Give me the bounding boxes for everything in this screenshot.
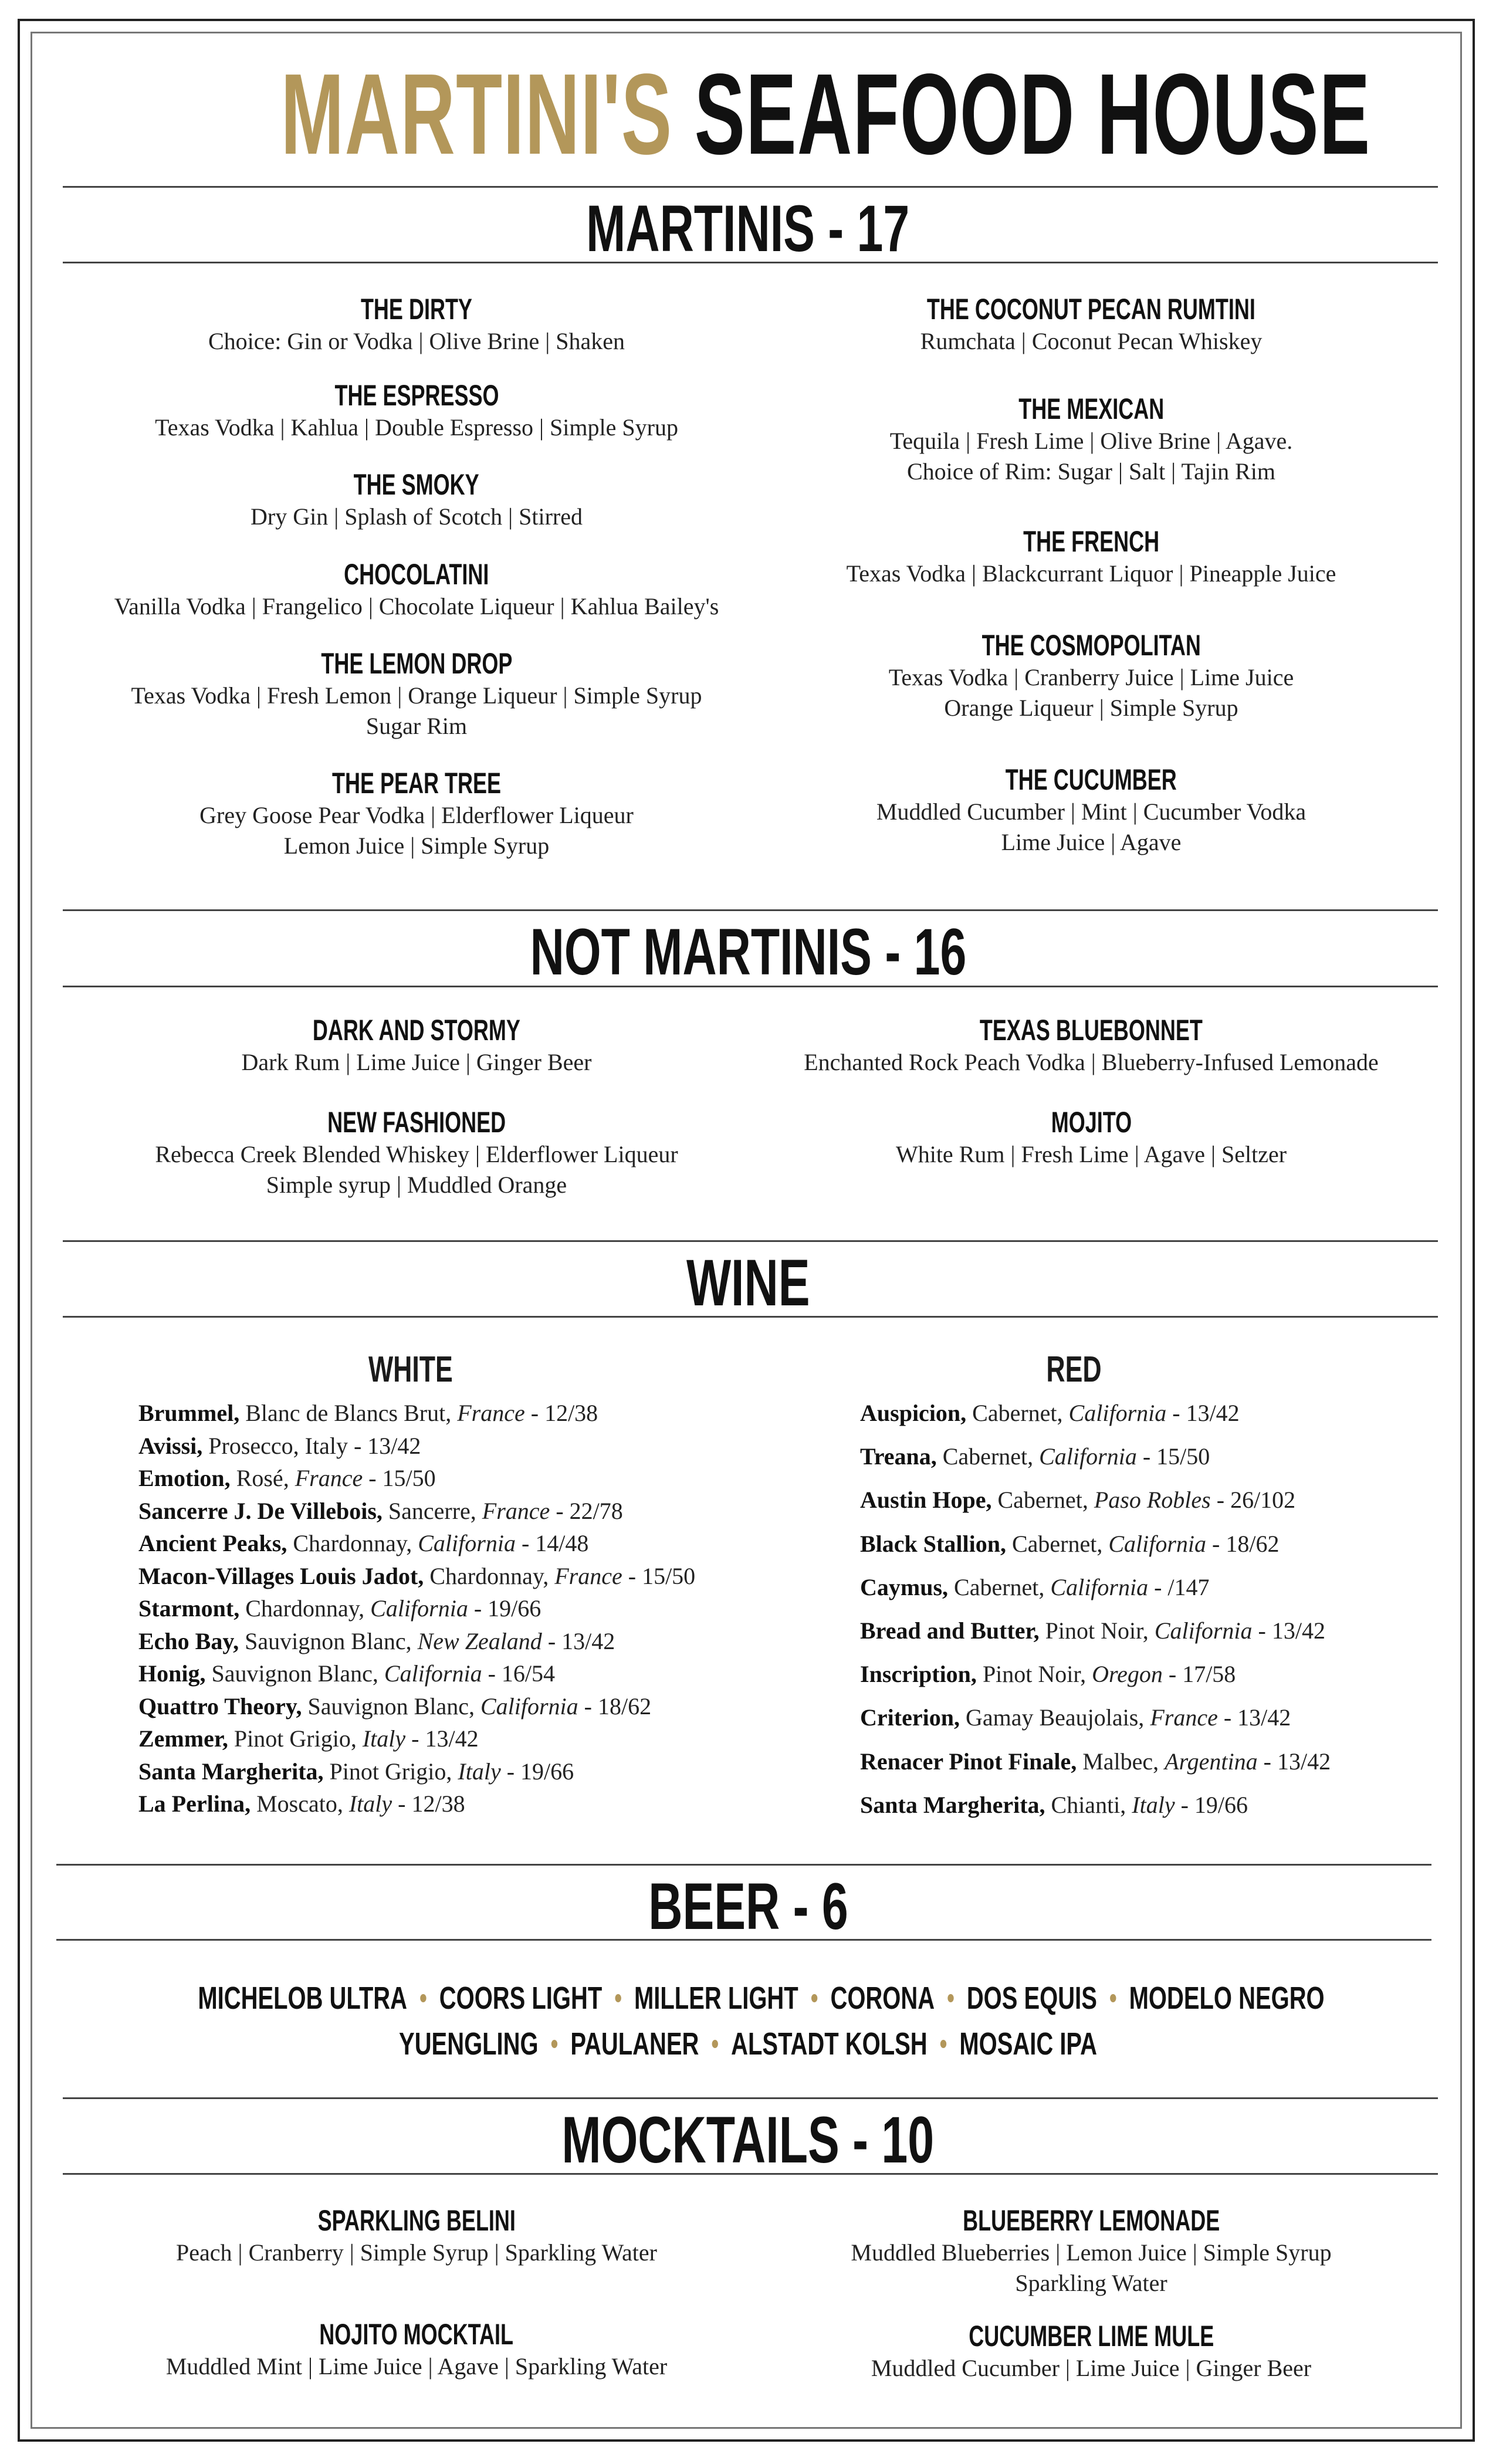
wine-region: France [482,1497,550,1524]
title-gold: MARTINI'S [280,50,673,178]
drink-item [733,763,1449,858]
title-black: SEAFOOD HOUSE [694,50,1371,178]
wine-row [138,1464,436,1492]
wine-row [860,1530,1279,1558]
bullet-dot-icon [947,1994,953,2002]
wine-price: - 17/58 [1162,1661,1236,1688]
divider [56,1939,1431,1941]
wine-row [138,1725,479,1752]
wine-price: - 12/38 [392,1791,465,1817]
wine-row [138,1432,421,1460]
wine-producer: Treana, [860,1443,937,1470]
wine-row [860,1617,1325,1644]
wine-row [138,1595,541,1622]
wine-region: California [1050,1573,1149,1600]
drink-ingredients: Muddled Blueberries | Lemon Juice | Simple Syrup [851,2239,1332,2266]
wine-row [138,1790,465,1817]
wine-detail: Cabernet, [966,1400,1069,1426]
bullet-dot-icon [712,2040,718,2048]
wine-producer: Renacer Pinot Finale, [860,1748,1077,1775]
wine-producer: Austin Hope, [860,1487,992,1514]
divider [63,1240,1438,1242]
wine-producer: Sancerre J. De Villebois, [138,1497,383,1524]
divider [63,2097,1438,2099]
bullet-dot-icon [811,1994,817,2002]
wine-producer: Echo Bay, [138,1627,239,1654]
wine-producer: Santa Margherita, [860,1791,1045,1818]
wine-region: California [370,1595,468,1622]
wine-producer: Santa Margherita, [138,1758,324,1785]
drink-name: THE CUCUMBER [1005,763,1177,796]
wine-detail: Chardonnay, [239,1595,371,1622]
wine-row [860,1573,1210,1601]
beer-row-1 [0,1980,1496,2016]
wine-detail: Sauvignon Blanc, [302,1693,480,1720]
wine-price: - 22/78 [550,1497,623,1524]
wine-detail: Cabernet, [1006,1530,1109,1557]
wine-region: California [1108,1530,1207,1557]
beer-name: PAULANER [570,2026,699,2062]
drink-ingredients: Grey Goose Pear Vodka | Elderflower Liqueur [199,802,634,828]
wine-producer: Bread and Butter, [860,1617,1040,1644]
wine-row [138,1758,574,1785]
wine-detail: Chardonnay, [424,1562,555,1589]
bullet-dot-icon [420,1994,426,2002]
wine-price: - 12/38 [524,1400,598,1426]
wine-detail: Pinot Grigio, [323,1758,458,1785]
drink-name: BLUEBERRY LEMONADE [962,2204,1220,2237]
drink-name: CHOCOLATINI [344,558,489,591]
drink-item [65,557,769,622]
wine-row [860,1748,1331,1775]
wine-price: - 15/50 [622,1562,696,1589]
wine-producer: Avissi, [138,1432,203,1459]
drink-ingredients: Rebecca Creek Blended Whiskey | Elderflower Liqueur [155,1141,678,1167]
drink-ingredients: Muddled Cucumber | Mint | Cucumber Vodka [876,798,1307,825]
drink-name: THE SMOKY [353,468,480,501]
wine-red-heading: RED [1045,1349,1102,1390]
wine-detail: Sauvignon Blanc, [239,1627,418,1654]
drink-name: THE FRENCH [1023,525,1159,558]
wine-producer: Brummel, [138,1400,240,1426]
drink-item [65,292,769,357]
beer-row-2 [0,2026,1496,2062]
beer-name: MICHELOB ULTRA [198,1981,407,2016]
drink-item [733,2204,1449,2299]
drink-ingredients: Choice of Rim: Sugar | Salt | Tajin Rim [906,458,1275,485]
wine-producer: Starmont, [138,1595,240,1622]
wine-row [138,1693,651,1720]
wine-region: Oregon [1092,1661,1163,1688]
drink-name: CUCUMBER LIME MULE [969,2320,1214,2353]
wine-producer: Inscription, [860,1661,977,1688]
drink-ingredients: Texas Vodka | Cranberry Juice | Lime Juice [888,664,1294,691]
wine-producer: Criterion, [860,1704,960,1731]
beer-name: MOSAIC IPA [959,2026,1097,2062]
section-title-mocktails: MOCKTAILS - 10 [561,2103,935,2177]
divider [63,986,1438,987]
wine-detail: Pinot Grigio, [228,1725,363,1752]
wine-producer: Auspicion, [860,1400,967,1426]
divider [63,2173,1438,2175]
wine-row [138,1529,588,1557]
section-title-not-martinis: NOT MARTINIS - 16 [530,915,966,989]
divider [56,1864,1431,1866]
drink-ingredients: Texas Vodka | Kahlua | Double Espresso | Simple Syrup [155,414,678,441]
wine-detail: Chianti, [1045,1791,1132,1818]
drink-name: THE ESPRESSO [334,379,499,412]
bullet-dot-icon [615,1994,621,2002]
wine-producer: La Perlina, [138,1791,251,1817]
wine-region: Argentina [1165,1748,1258,1775]
wine-row [860,1399,1240,1427]
bullet-dot-icon [1110,1994,1116,2002]
wine-row [860,1486,1295,1514]
drink-item [65,1105,769,1200]
drink-item [65,468,769,532]
wine-region: Italy [1132,1791,1175,1818]
wine-producer: Emotion, [138,1465,231,1491]
drink-name: SPARKLING BELINI [317,2204,516,2237]
beer-name: COORS LIGHT [439,1981,603,2016]
drink-ingredients: Texas Vodka | Fresh Lemon | Orange Liqueur | Simple Syrup [131,682,702,709]
wine-region: France [457,1400,525,1426]
wine-region: California [480,1693,578,1720]
wine-detail: Gamay Beaujolais, [959,1704,1150,1731]
wine-region: Italy [458,1758,501,1785]
wine-region: Italy [348,1791,392,1817]
wine-price: - 14/48 [515,1530,589,1556]
wine-detail: Cabernet, [948,1573,1051,1600]
drink-item [733,1013,1449,1078]
drink-item [65,378,769,443]
wine-price: - 13/42 [1252,1617,1325,1644]
drink-name: THE PEAR TREE [331,767,502,800]
drink-item [65,766,769,861]
beer-name: MODELO NEGRO [1129,1981,1325,2016]
drink-item [733,1105,1449,1170]
drink-name: NEW FASHIONED [327,1106,506,1139]
wine-detail: Rosé, [230,1465,295,1491]
wine-producer: Black Stallion, [860,1530,1006,1557]
wine-region: California [1039,1443,1137,1470]
drink-item [65,647,769,742]
wine-row [860,1443,1210,1470]
beer-name: ALSTADT KOLSH [731,2026,928,2062]
drink-ingredients: Sparkling Water [1015,2270,1167,2296]
beer-name: CORONA [830,1981,935,2016]
drink-item [65,1013,769,1078]
wine-row [860,1660,1236,1688]
drink-ingredients: Tequila | Fresh Lime | Olive Brine | Agave. [889,428,1293,454]
wine-row [860,1704,1291,1731]
divider [63,186,1438,188]
wine-producer: Caymus, [860,1573,949,1600]
wine-price: - 13/42 [1257,1748,1331,1775]
drink-ingredients: Texas Vodka | Blackcurrant Liquor | Pineapple Juice [846,560,1336,587]
wine-region: France [295,1465,363,1491]
section-title-beer: BEER - 6 [648,1870,848,1943]
drink-name: THE MEXICAN [1018,392,1165,425]
drink-name: THE DIRTY [360,293,473,326]
drink-name: TEXAS BLUEBONNET [979,1014,1203,1047]
wine-price: - 18/62 [578,1693,652,1720]
wine-price: - 18/62 [1206,1530,1280,1557]
restaurant-title [0,50,1496,178]
wine-producer: Zemmer, [138,1725,228,1752]
wine-region: California [418,1530,516,1556]
drink-name: THE COSMOPOLITAN [981,629,1201,662]
wine-price: - 13/42 [1217,1704,1291,1731]
wine-region: New Zealand [417,1627,542,1654]
drink-ingredients: Lemon Juice | Simple Syrup [283,832,550,859]
drink-name: DARK AND STORMY [312,1014,521,1047]
wine-row [138,1562,695,1590]
bullet-dot-icon [551,2040,557,2048]
wine-price: - 13/42 [541,1627,615,1654]
drink-ingredients: Dark Rum | Lime Juice | Ginger Beer [241,1049,592,1075]
wine-price: - 19/66 [1175,1791,1248,1818]
drink-item [733,524,1449,589]
beer-name: MILLER LIGHT [634,1981,798,2016]
drink-ingredients: Enchanted Rock Peach Vodka | Blueberry-Infused Lemonade [804,1049,1379,1075]
drink-ingredients: Dry Gin | Splash of Scotch | Stirred [251,503,583,530]
wine-detail: Sancerre, [382,1497,482,1524]
divider [63,1316,1438,1318]
drink-ingredients: White Rum | Fresh Lime | Agave | Seltzer [895,1141,1287,1167]
wine-producer: Quattro Theory, [138,1693,302,1720]
drink-ingredients: Orange Liqueur | Simple Syrup [944,695,1238,721]
wine-region: California [1154,1617,1253,1644]
wine-price: - 15/50 [1136,1443,1210,1470]
wine-price: - 15/50 [363,1465,436,1491]
wine-region: California [1068,1400,1167,1426]
wine-detail: Chardonnay, [287,1530,418,1556]
drink-ingredients: Muddled Cucumber | Lime Juice | Ginger Beer [871,2355,1312,2381]
bullet-dot-icon [940,2040,946,2048]
drink-item [733,2319,1449,2384]
wine-row [138,1399,598,1427]
wine-price: - 19/66 [468,1595,541,1622]
wine-detail: Blanc de Blancs Brut, [239,1400,458,1426]
wine-row [860,1791,1248,1819]
wine-detail: Prosecco, Italy - 13/42 [202,1432,421,1459]
drink-name: MOJITO [1051,1106,1132,1139]
drink-item [733,292,1449,357]
beer-name: YUENGLING [399,2026,539,2062]
wine-white-heading: WHITE [368,1349,453,1390]
drink-name: THE LEMON DROP [320,647,512,680]
wine-region: California [384,1660,482,1687]
drink-ingredients: Sugar Rim [365,713,468,739]
drink-item [733,628,1449,723]
drink-ingredients: Lime Juice | Agave [1001,829,1182,855]
divider [63,262,1438,263]
drink-item [733,392,1449,487]
wine-region: Italy [362,1725,406,1752]
divider [63,909,1438,911]
section-title-wine: WINE [686,1246,810,1319]
wine-detail: Pinot Noir, [976,1661,1092,1688]
wine-producer: Macon-Villages Louis Jadot, [138,1562,424,1589]
wine-detail: Moscato, [251,1791,349,1817]
wine-detail: Cabernet, [936,1443,1040,1470]
drink-name: NOJITO MOCKTAIL [319,2318,514,2351]
wine-producer: Honig, [138,1660,206,1687]
wine-price: - 19/66 [500,1758,574,1785]
drink-name: THE COCONUT PECAN RUMTINI [926,293,1255,326]
wine-price: - 13/42 [1166,1400,1240,1426]
wine-row [138,1627,615,1655]
wine-region: France [1150,1704,1218,1731]
drink-ingredients: Choice: Gin or Vodka | Olive Brine | Shaken [208,328,625,354]
wine-producer: Ancient Peaks, [138,1530,287,1556]
wine-detail: Sauvignon Blanc, [205,1660,384,1687]
drink-ingredients: Vanilla Vodka | Frangelico | Chocolate Liqueur | Kahlua Bailey's [114,593,719,620]
section-title-martinis: MARTINIS - 17 [586,192,910,265]
wine-price: - /147 [1148,1573,1210,1600]
wine-price: - 26/102 [1210,1487,1296,1514]
wine-region: Paso Robles [1094,1487,1211,1514]
beer-name: DOS EQUIS [966,1981,1097,2016]
drink-ingredients: Muddled Mint | Lime Juice | Agave | Sparkling Water [165,2353,668,2380]
wine-row [138,1660,555,1687]
wine-row [138,1497,623,1525]
wine-price: - 16/54 [482,1660,556,1687]
drink-item [65,2204,769,2268]
wine-detail: Malbec, [1077,1748,1165,1775]
drink-ingredients: Peach | Cranberry | Simple Syrup | Sparkling Water [176,2239,657,2266]
wine-price: - 13/42 [405,1725,479,1752]
wine-detail: Pinot Noir, [1039,1617,1155,1644]
drink-item [65,2317,769,2382]
drink-ingredients: Simple syrup | Muddled Orange [266,1172,567,1198]
drink-ingredients: Rumchata | Coconut Pecan Whiskey [920,328,1263,354]
wine-region: France [554,1562,622,1589]
wine-detail: Cabernet, [991,1487,1094,1514]
